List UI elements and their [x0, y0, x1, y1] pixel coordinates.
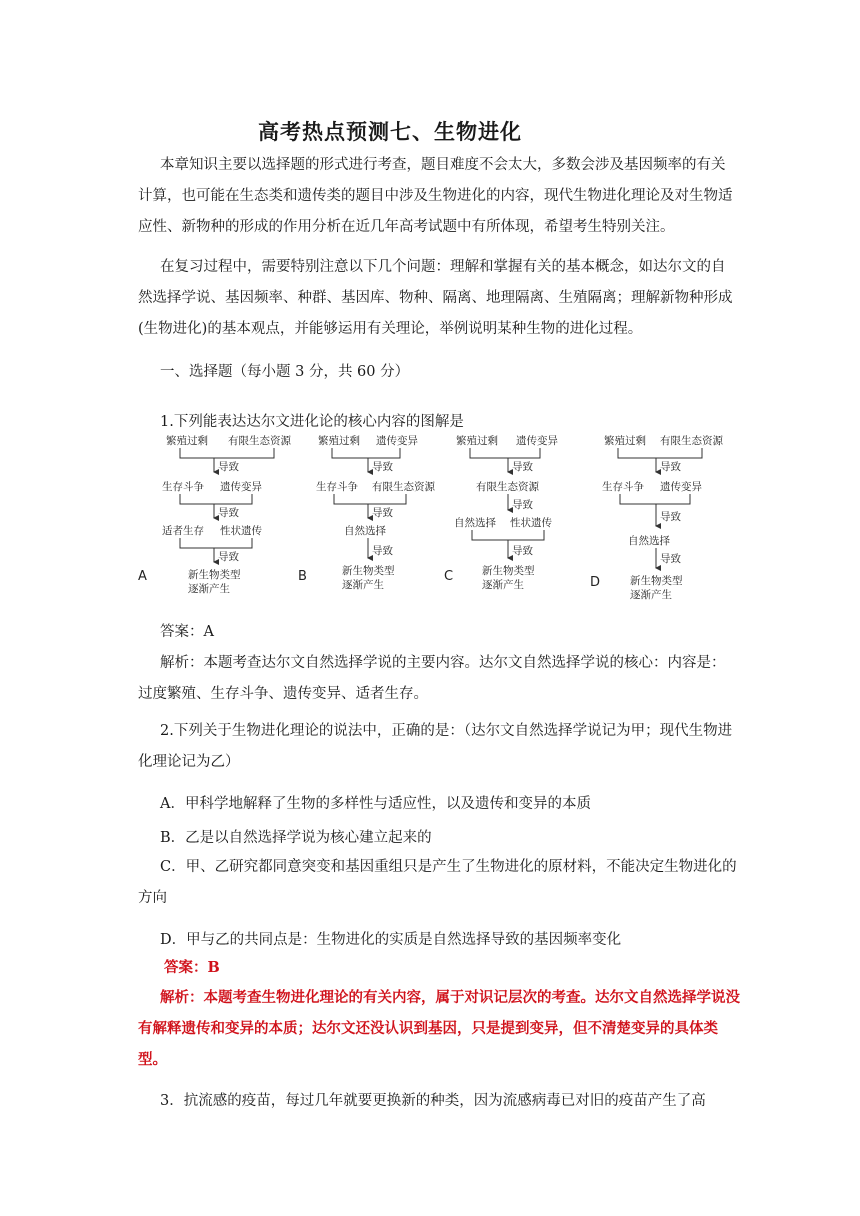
a-top-left: 繁殖过剩	[166, 435, 208, 447]
d-mid-right: 遗传变异	[660, 481, 702, 493]
q2-option-c: C．甲、乙研究都同意突变和基因重组只是产生了生物进化的原材料，不能决定生物进化的方向	[138, 859, 737, 906]
a-out-1: 新生物类型	[188, 569, 241, 581]
intro-paragraph-2: 在复习过程中，需要特别注意以下几个问题：理解和掌握有关的基本概念，如达尔文的自然选择学说、基因频率、种群、基因库、物种、隔离、地理隔离、生殖隔离；理解新物种形成(生物进化)的基本观点，并能够运用有关理论，举例说明某种生物的进化过程。	[138, 259, 733, 337]
q2-analysis: 解析：本题考查生物进化理论的有关内容，属于对识记层次的考查。达尔文自然选择学说没有解释遗传和变异的本质；达尔文还没认识到基因，只是提到变异，但不清楚变异的具体类型。	[138, 989, 740, 1068]
c-top-right: 遗传变异	[516, 435, 558, 447]
d-out-1: 新生物类型	[630, 575, 683, 587]
diagram-a	[138, 434, 291, 595]
d-option-label: D	[590, 575, 601, 590]
c-low-left: 自然选择	[454, 517, 496, 529]
question-2-stem: 2.下列关于生物进化理论的说法中，正确的是：（达尔文自然选择学说记为甲；现代生物进化理论记为乙）	[138, 723, 733, 770]
c-top-left: 繁殖过剩	[456, 435, 498, 447]
b-arrow-1: 导致	[372, 461, 393, 473]
a-mid-right: 遗传变异	[220, 481, 262, 493]
diagram-b	[298, 434, 435, 591]
q2-answer: 答案：B	[164, 959, 220, 976]
b-mid-right: 有限生态资源	[372, 481, 435, 493]
c-arrow-3: 导致	[512, 545, 533, 557]
a-arrow-1: 导致	[218, 461, 239, 473]
d-top-left: 繁殖过剩	[604, 435, 646, 447]
a-arrow-3: 导致	[218, 551, 239, 563]
intro-paragraph-1: 本章知识主要以选择题的形式进行考查，题目难度不会太大，多数会涉及基因频率的有关计算，也可能在生态类和遗传类的题目中涉及生物进化的内容，现代生物进化理论及对生物适应性、新物种的形成的作用分析在近几年高考试题中有所体现，希望考生特别关注。	[138, 157, 733, 235]
q2-option-b: B．乙是以自然选择学说为核心建立起来的	[160, 830, 432, 846]
c-arrow-1: 导致	[512, 461, 533, 473]
b-top-left: 繁殖过剩	[318, 435, 360, 447]
c-out-1: 新生物类型	[482, 565, 535, 577]
b-top-right: 遗传变异	[376, 435, 418, 447]
d-top-right: 有限生态资源	[660, 435, 723, 447]
question-3-stem: 3．抗流感的疫苗，每过几年就要更换新的种类，因为流感病毒已对旧的疫苗产生了高	[160, 1093, 706, 1109]
q1-answer: 答案：A	[160, 624, 214, 640]
q2-option-a: A．甲科学地解释了生物的多样性与适应性，以及遗传和变异的本质	[160, 796, 591, 812]
a-arrow-2: 导致	[218, 507, 239, 519]
q1-analysis: 解析：本题考查达尔文自然选择学说的主要内容。达尔文自然选择学说的核心：内容是：过度繁殖、生存斗争、遗传变异、适者生存。	[138, 655, 726, 702]
page-title: 高考热点预测七、生物进化	[258, 119, 522, 144]
diagram-c	[444, 434, 558, 591]
d-arrow-3: 导致	[660, 553, 681, 565]
d-arrow-1: 导致	[660, 461, 681, 473]
c-mid: 有限生态资源	[476, 481, 539, 493]
d-mid-left: 生存斗争	[602, 481, 644, 493]
c-out-2: 逐渐产生	[482, 579, 524, 591]
q1-diagrams	[134, 430, 734, 606]
c-option-label: C	[444, 569, 454, 584]
a-low-right: 性状遗传	[220, 525, 262, 537]
c-arrow-2: 导致	[512, 499, 533, 511]
b-out-2: 逐渐产生	[342, 579, 384, 591]
diagram-d	[590, 434, 723, 601]
d-low: 自然选择	[628, 535, 670, 547]
a-low-left: 适者生存	[162, 525, 204, 537]
a-top-right: 有限生态资源	[228, 435, 291, 447]
b-low: 自然选择	[344, 525, 386, 537]
b-option-label: B	[298, 569, 307, 584]
d-arrow-2: 导致	[660, 511, 681, 523]
d-out-2: 逐渐产生	[630, 589, 672, 601]
question-1-stem: 1.下列能表达达尔文进化论的核心内容的图解是	[160, 414, 464, 430]
a-mid-left: 生存斗争	[162, 481, 204, 493]
b-mid-left: 生存斗争	[316, 481, 358, 493]
section-heading: 一、选择题（每小题 3 分，共 60 分）	[160, 364, 410, 380]
q2-option-d: D．甲与乙的共同点是：生物进化的实质是自然选择导致的基因频率变化	[160, 932, 622, 948]
a-out-2: 逐渐产生	[188, 583, 230, 595]
c-low-right: 性状遗传	[510, 517, 552, 529]
b-arrow-2: 导致	[372, 507, 393, 519]
a-option-label: A	[138, 569, 147, 584]
b-out-1: 新生物类型	[342, 565, 395, 577]
b-arrow-3: 导致	[372, 545, 393, 557]
